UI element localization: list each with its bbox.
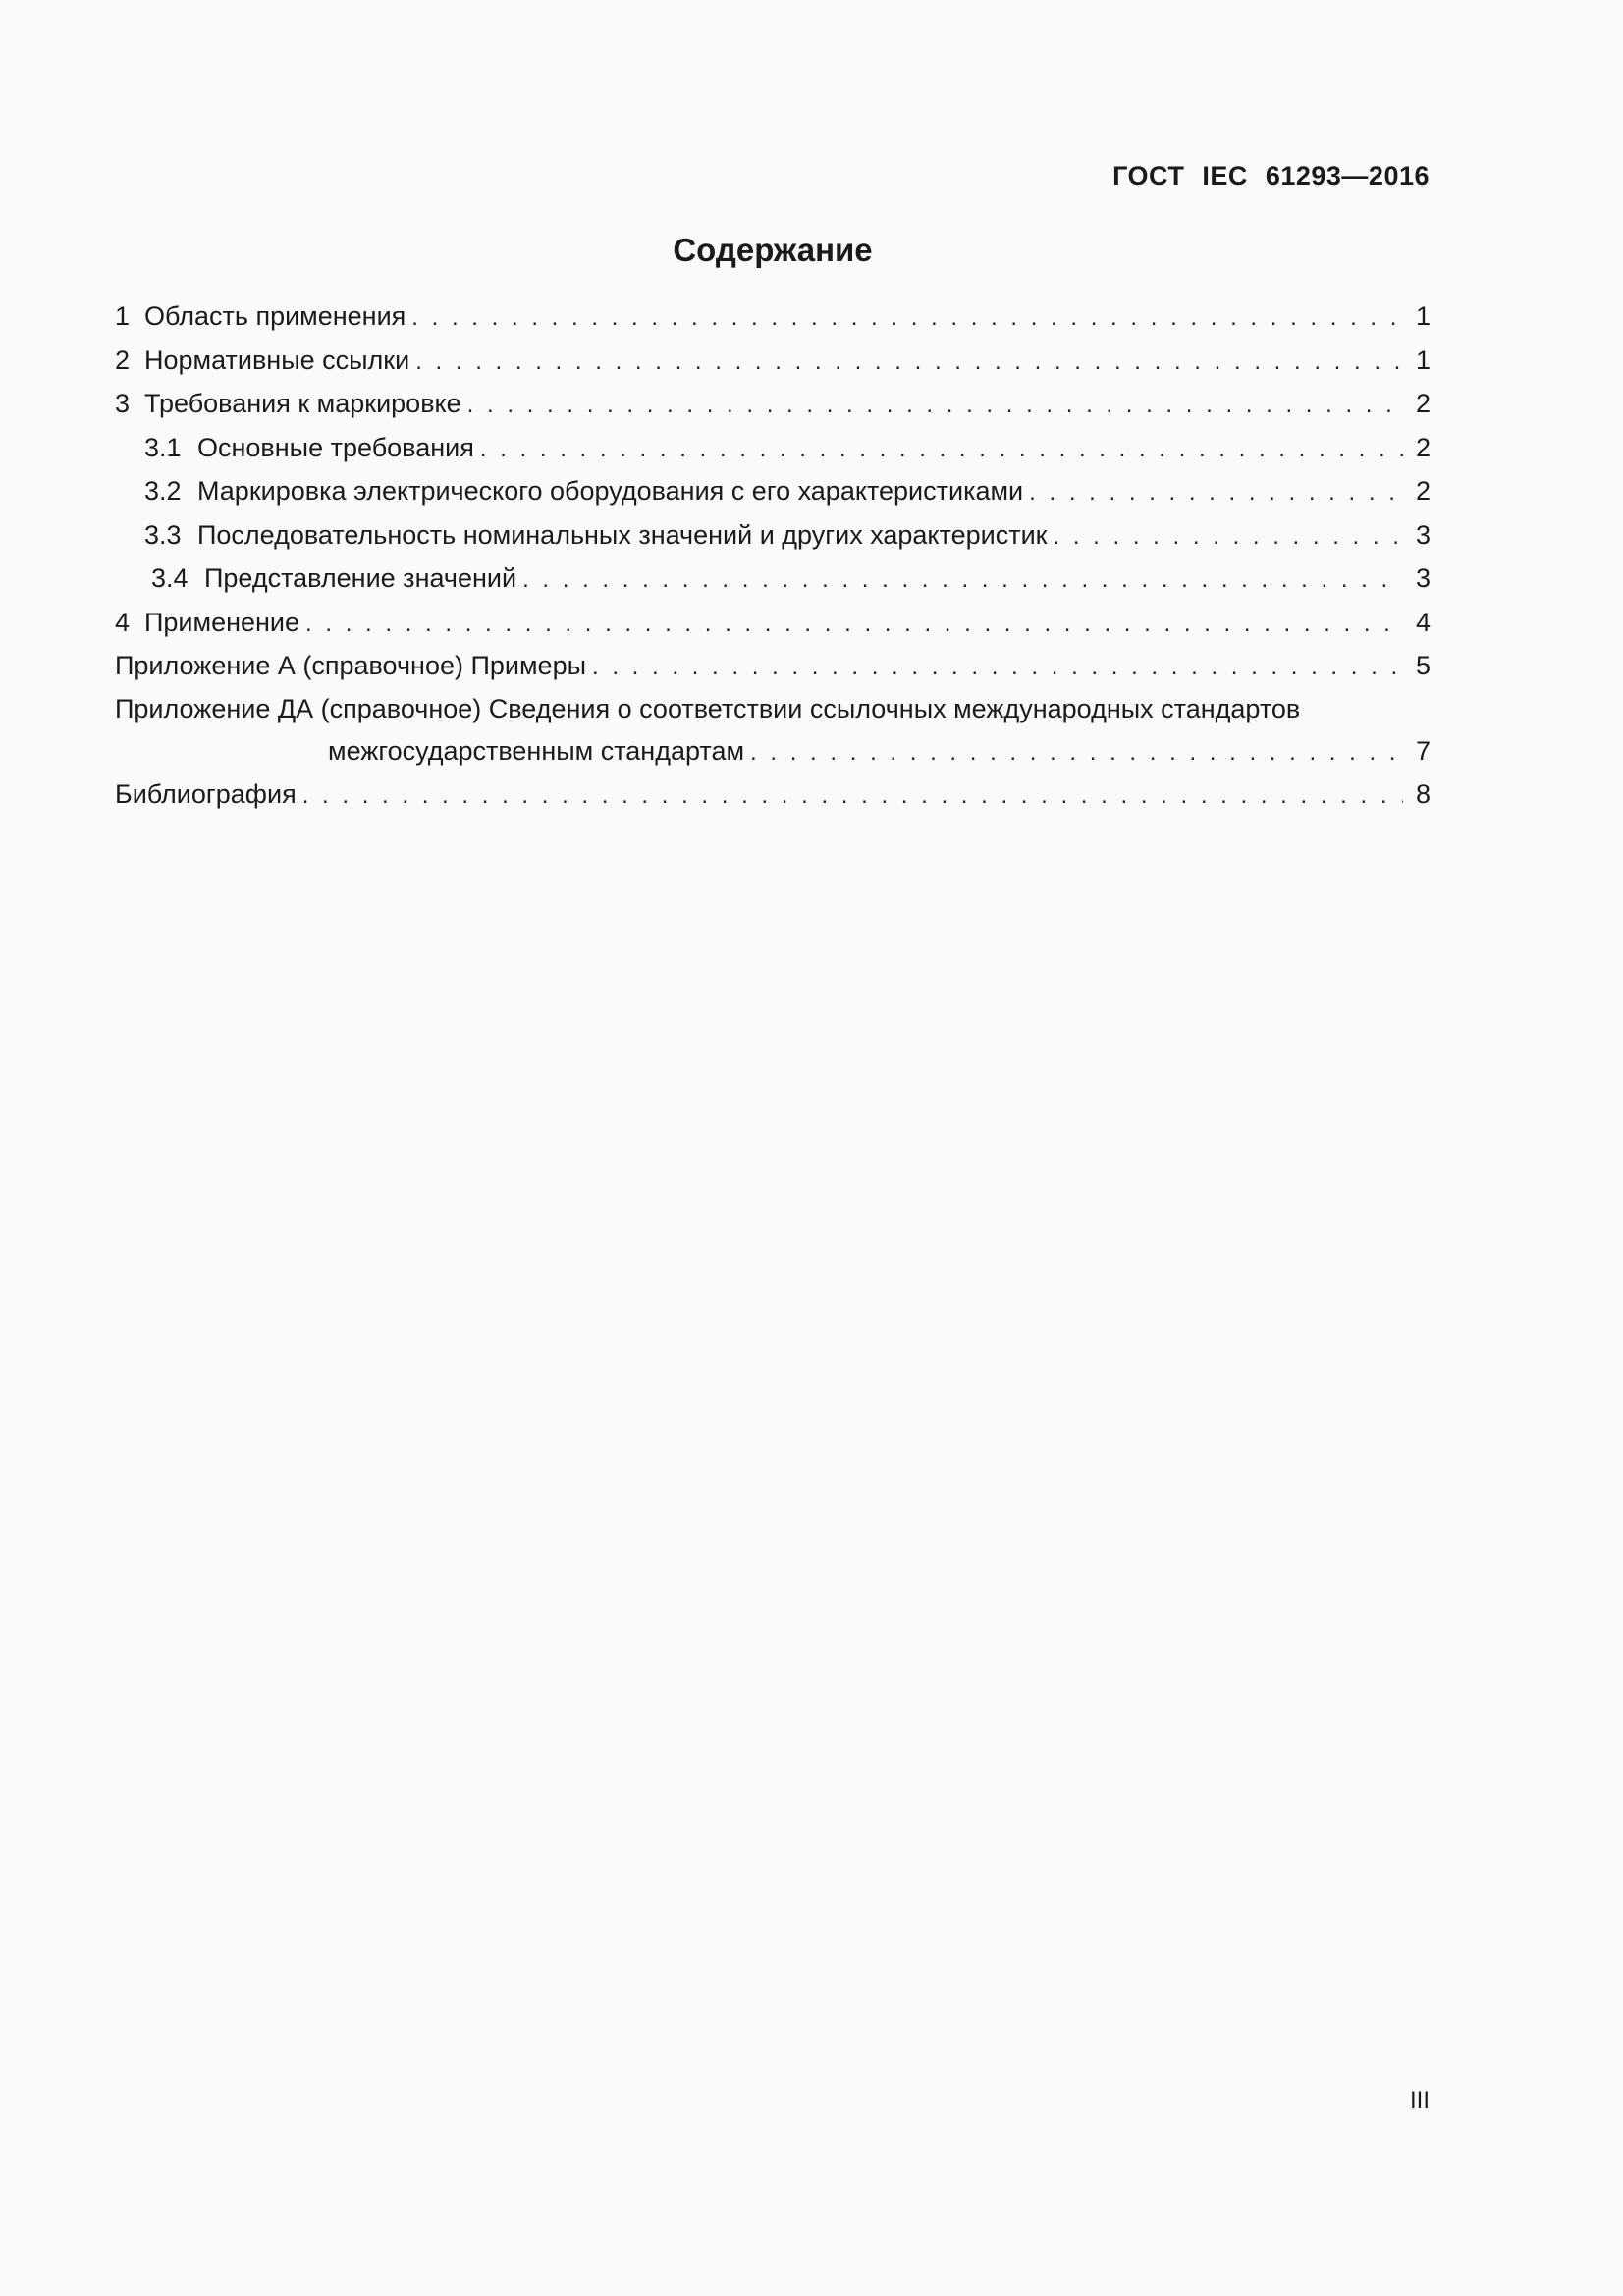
toc-entry-appendix-a[interactable] — [115, 644, 1431, 688]
toc-entry-number: 3.1 — [144, 432, 182, 462]
toc-entry-3-3[interactable] — [115, 513, 1431, 558]
toc-entry-3[interactable] — [115, 382, 1431, 426]
toc-entry-title: Приложение А (справочное) Примеры — [115, 651, 586, 680]
toc-entry-3-1[interactable] — [115, 426, 1431, 470]
toc-entry-title: Маркировка электрического оборудования с его характеристиками — [197, 476, 1024, 506]
toc-entry-title: Основные требования — [197, 432, 474, 462]
toc-entry-title: Область применения — [144, 301, 406, 331]
toc-entry-bibliography[interactable] — [115, 773, 1431, 817]
dot-leader — [750, 731, 1403, 774]
toc-entry-page: 4 — [1415, 607, 1431, 637]
dot-leader — [415, 341, 1403, 385]
standard-code: ГОСТ IEC 61293—2016 — [1112, 161, 1430, 190]
toc-entry-number: 4 — [115, 607, 131, 637]
toc-entry-1[interactable] — [115, 294, 1431, 339]
toc-entry-title: Приложение ДА (справочное) Сведения о соответствии ссылочных международных стандартов — [115, 693, 1301, 723]
toc-entry-title: Применение — [144, 607, 300, 637]
toc-entry-title-continued: межгосударственным стандартам — [328, 735, 745, 766]
toc-entry-number: 3 — [115, 389, 131, 418]
toc-entry-number: 2 — [115, 345, 131, 375]
page-number: III — [1409, 2087, 1430, 2113]
dot-leader — [1029, 471, 1403, 515]
toc-entry-appendix-da-cont[interactable] — [115, 729, 1431, 773]
toc-entry-page: 2 — [1415, 432, 1431, 462]
toc-entry-appendix-da[interactable] — [115, 688, 1431, 729]
toc-entry-3-4[interactable] — [115, 557, 1431, 601]
toc-entry-title: Требования к маркировке — [144, 389, 461, 418]
toc-entry-3-2[interactable] — [115, 469, 1431, 513]
dot-leader — [467, 384, 1403, 428]
dot-leader — [305, 603, 1403, 647]
page-title: Содержание — [673, 232, 873, 268]
toc-entry-number: 1 — [115, 301, 131, 331]
toc-entry-2[interactable] — [115, 339, 1431, 383]
toc-entry-page: 7 — [1415, 735, 1431, 766]
toc-entry-number: 3.2 — [144, 476, 182, 506]
dot-leader — [522, 559, 1403, 603]
dot-leader — [411, 296, 1403, 341]
toc-entry-title: Последовательность номинальных значений и других характеристик — [197, 519, 1048, 550]
table-of-contents — [115, 294, 1431, 816]
dot-leader — [1054, 515, 1404, 560]
toc-entry-title: Библиография — [115, 778, 297, 809]
toc-entry-page: 2 — [1415, 476, 1431, 506]
dot-leader — [480, 428, 1403, 472]
toc-entry-page: 1 — [1415, 345, 1431, 375]
toc-entry-page: 8 — [1415, 778, 1431, 809]
toc-entry-number: 3.3 — [144, 519, 182, 550]
dot-leader — [592, 646, 1403, 690]
toc-entry-page: 3 — [1415, 563, 1431, 593]
toc-entry-page: 3 — [1415, 519, 1431, 550]
toc-entry-title: Нормативные ссылки — [144, 345, 410, 375]
toc-entry-page: 2 — [1415, 389, 1431, 418]
toc-entry-4[interactable] — [115, 601, 1431, 645]
toc-entry-page: 1 — [1415, 301, 1431, 331]
toc-entry-page: 5 — [1415, 651, 1431, 680]
dot-leader — [302, 774, 1403, 819]
toc-entry-title: Представление значений — [204, 563, 517, 593]
toc-entry-number: 3.4 — [151, 563, 189, 593]
